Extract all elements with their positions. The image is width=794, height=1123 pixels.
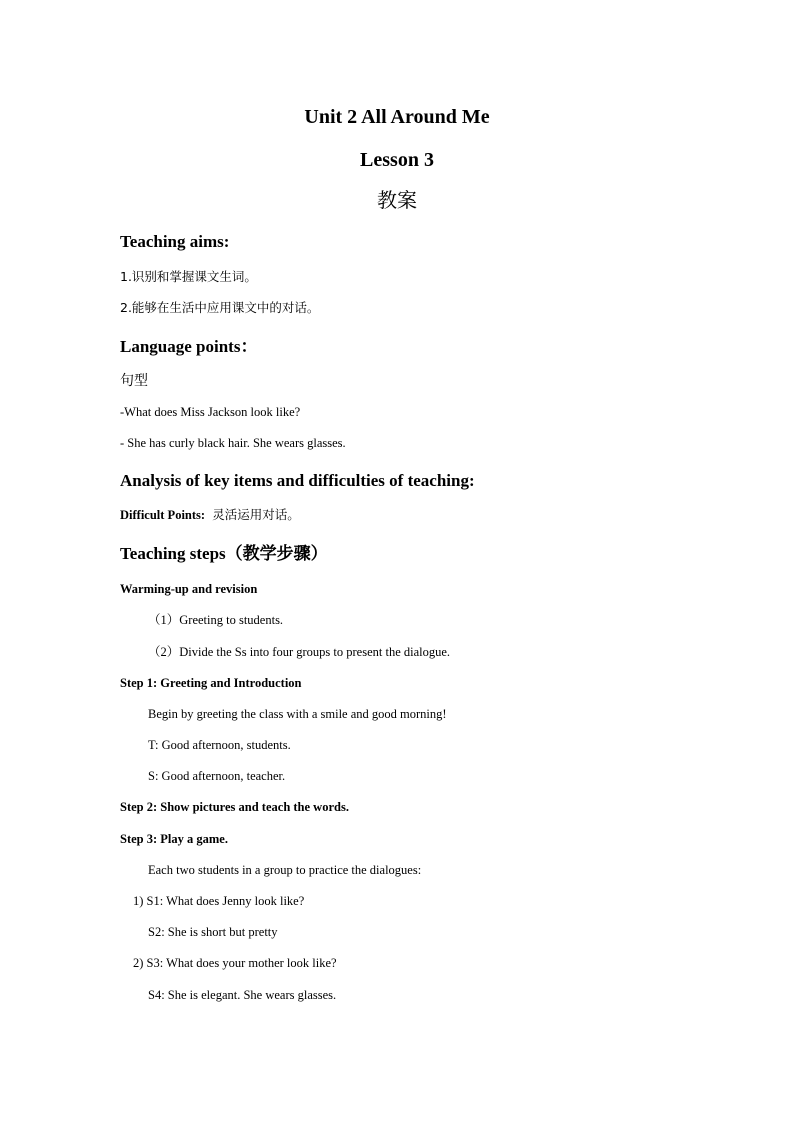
warmup-item: （1）Greeting to students. — [148, 613, 284, 627]
step1-line: T: Good afternoon, students. — [148, 738, 291, 752]
step3-intro: Each two students in a group to practice the dialogues: — [148, 863, 422, 877]
teaching-aims-heading: Teaching aims: — [120, 232, 230, 251]
teaching-steps-heading: Teaching steps（教学步骤） — [120, 544, 328, 563]
step1-line: Begin by greeting the class with a smile and good morning! — [148, 707, 447, 721]
step1-line: S: Good afternoon, teacher. — [148, 769, 286, 783]
language-point-line: -What does Miss Jackson look like? — [120, 405, 301, 419]
dialogue-line: S2: She is short but pretty — [148, 925, 278, 939]
difficult-points-text: 灵活运用对话。 — [212, 507, 300, 522]
unit-title: Unit 2 All Around Me — [304, 106, 490, 128]
warmup-heading: Warming-up and revision — [120, 582, 258, 596]
teaching-aim-item: 1.识别和掌握课文生词。 — [120, 269, 257, 284]
difficult-points — [120, 509, 300, 522]
language-points-heading: Language points： — [120, 337, 258, 356]
dialogue-line: 2) S3: What does your mother look like? — [133, 956, 337, 970]
analysis-heading: Analysis of key items and difficulties of teaching: — [120, 471, 475, 490]
lesson-title: Lesson 3 — [360, 149, 434, 171]
step1-heading: Step 1: Greeting and Introduction — [120, 676, 302, 690]
step2-heading: Step 2: Show pictures and teach the words. — [120, 800, 349, 814]
teaching-aim-item: 2.能够在生活中应用课文中的对话。 — [120, 300, 320, 315]
document-type-title: 教案 — [377, 188, 417, 212]
step3-heading: Step 3: Play a game. — [120, 832, 228, 846]
difficult-points-label: Difficult Points: — [120, 508, 206, 522]
dialogue-line: 1) S1: What does Jenny look like? — [133, 894, 305, 908]
dialogue-line: S4: She is elegant. She wears glasses. — [148, 988, 337, 1002]
language-point-line: - She has curly black hair. She wears glasses. — [120, 436, 346, 450]
warmup-item: （2）Divide the Ss into four groups to present the dialogue. — [148, 645, 451, 659]
language-points-subheading: 句型 — [120, 373, 148, 389]
